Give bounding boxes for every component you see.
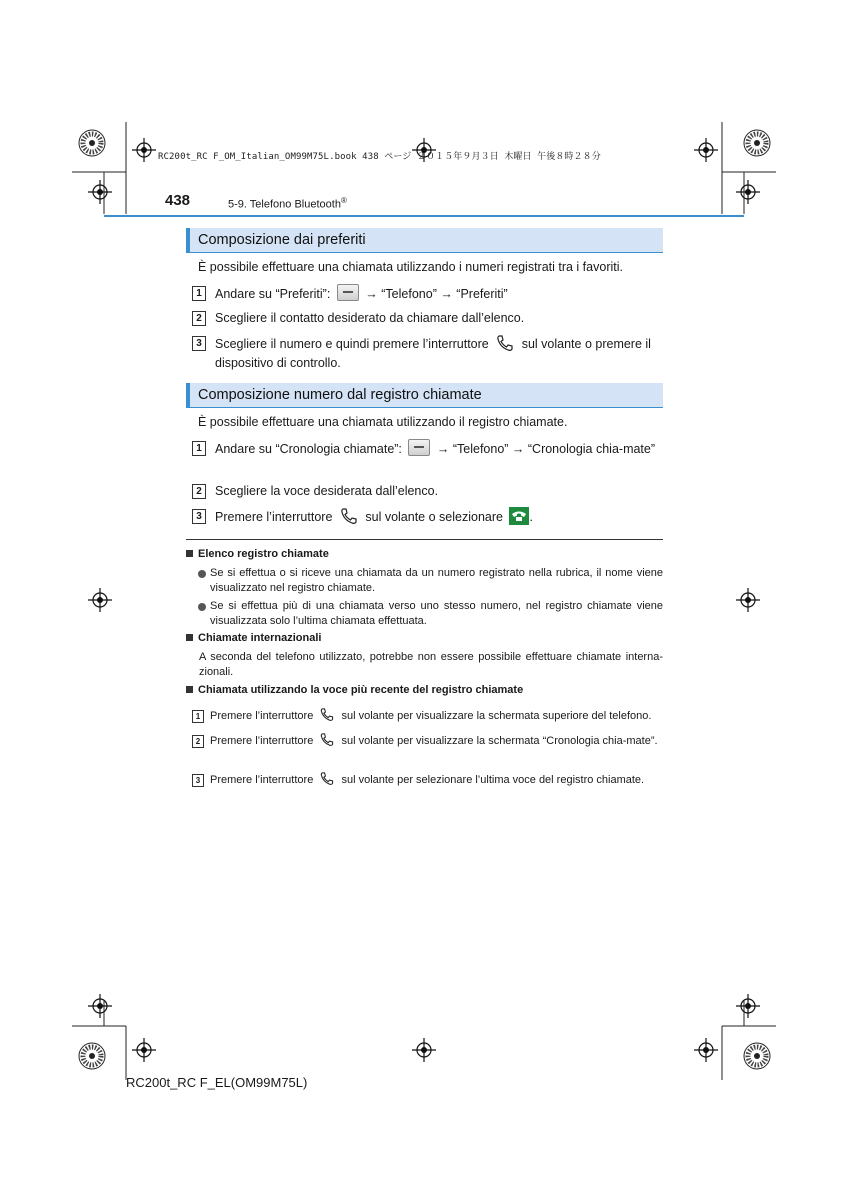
step-number: 2 <box>192 311 206 326</box>
step-text: sul volante o premere il dispositivo di controllo. <box>215 337 651 370</box>
menu-button-icon <box>337 284 359 301</box>
step-text: Scegliere il contatto desiderato da chiamare dall’elenco. <box>215 311 525 325</box>
note-item-text: Se si effettua o si riceve una chiamata da un numero registrato nella rubrica, il nome viene visualizzato nel registro chiamate. <box>210 567 663 594</box>
footer-code: RC200t_RC F_EL(OM99M75L) <box>126 1075 308 1090</box>
section-heading-preferiti <box>186 228 663 253</box>
step-text: Scegliere il numero e quindi premere l’interruttore <box>215 337 489 351</box>
header-rule <box>104 215 744 217</box>
note-text: A seconda del telefono utilizzato, potrebbe non essere possibile effettuare chiamate interna-zionali. <box>199 651 663 678</box>
page-number: 438 <box>165 192 191 209</box>
section-heading-text: Composizione dai preferiti <box>198 232 366 248</box>
step-text: Premere l’interruttore <box>210 710 314 722</box>
step-number: 2 <box>192 484 206 499</box>
note-item <box>198 566 663 596</box>
phone-handset-icon <box>339 507 359 525</box>
step-text: sul volante per selezionare l’ultima voce del registro chiamate. <box>341 774 645 786</box>
step-text: sul volante per visualizzare la schermata “Cronologia chia-mate”. <box>341 735 658 747</box>
note-item-text: Se si effettua più di una chiamata verso uno stesso numero, nel registro chiamate viene visualizzata solo l’ultima chiamata effettuata. <box>210 600 663 627</box>
phone-handset-icon <box>495 334 515 352</box>
step-text: . <box>529 510 533 524</box>
step-number: 1 <box>192 710 204 723</box>
step-text: Andare su “Preferiti”: <box>215 287 331 301</box>
step-number: 3 <box>192 509 206 524</box>
step-text: Premere l’interruttore <box>210 774 314 786</box>
menu-button-icon <box>408 439 430 456</box>
intro-text: È possibile effettuare una chiamata utilizzando i numeri registrati tra i favoriti. <box>198 260 623 274</box>
note-heading-internazionali: Chiamate internazionali <box>186 632 321 644</box>
step-text: → “Telefono” → “Cronologia chia-mate” <box>436 442 656 456</box>
section-heading-registro <box>186 383 663 408</box>
note-item <box>198 599 663 629</box>
step-text: Scegliere la voce desiderata dall’elenco. <box>215 484 439 498</box>
registered-mark: ® <box>340 196 347 205</box>
note-heading-elenco: Elenco registro chiamate <box>186 548 329 560</box>
intro-text: È possibile effettuare una chiamata utilizzando il registro chiamate. <box>198 415 568 429</box>
notes-divider <box>186 539 663 540</box>
step-number: 1 <box>192 286 206 301</box>
step-number: 3 <box>192 336 206 351</box>
print-info: RC200t_RC F_OM_Italian_OM99M75L.book 438 ページ ２０１５年９月３日 木曜日 午後８時２８分 <box>158 152 601 162</box>
section-title <box>228 196 347 211</box>
phone-handset-icon <box>319 771 335 786</box>
step-text: Andare su “Cronologia chiamate”: <box>215 442 402 456</box>
step-number: 3 <box>192 774 204 787</box>
phone-handset-icon <box>319 732 335 747</box>
step-number: 1 <box>192 441 206 456</box>
bullet-dot-icon <box>198 603 206 611</box>
step-text: sul volante o selezionare <box>365 510 503 524</box>
bullet-dot-icon <box>198 570 206 578</box>
section-heading-text: Composizione numero dal registro chiamate <box>198 387 482 403</box>
green-call-button-icon <box>509 507 529 525</box>
note-heading-recente: Chiamata utilizzando la voce più recente del registro chiamate <box>186 684 523 696</box>
step-text: Premere l’interruttore <box>215 510 333 524</box>
step-text: sul volante per visualizzare la schermata superiore del telefono. <box>341 710 652 722</box>
step-text: Premere l’interruttore <box>210 735 314 747</box>
section-title-text: 5-9. Telefono Bluetooth <box>228 198 341 211</box>
step-text: → “Telefono” → “Preferiti” <box>365 287 508 301</box>
phone-handset-icon <box>319 707 335 722</box>
step-number: 2 <box>192 735 204 748</box>
